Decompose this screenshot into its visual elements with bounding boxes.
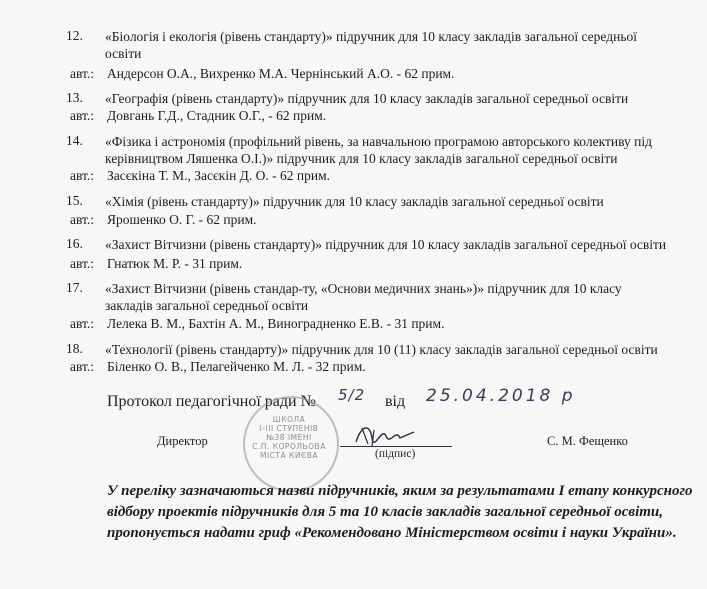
protocol-label: Протокол педагогічної ради №	[107, 393, 316, 410]
item-number: 12.	[66, 28, 83, 43]
stamp-line: С.П. КОРОЛЬОВА	[252, 442, 326, 451]
item-author: Довгань Г.Д., Стадник О.Г., - 62 прим.	[107, 108, 327, 123]
author-label: авт.:	[70, 168, 95, 183]
footnote: У переліку зазначаються назви підручників, яким за результатами I етапу конкурсного відбору проектів підручників для 5 та 10 класів закладів загальної середньої освіти, пропонується надати гриф «Рекомендовано Міністерством освіти і науки України».	[107, 483, 693, 541]
signature-icon	[352, 420, 422, 450]
item-author: Засєкіна Т. М., Засєкін Д. О. - 62 прим.	[107, 168, 330, 183]
item-number: 14.	[66, 133, 83, 148]
signature-caption: (підпис)	[375, 448, 416, 460]
item-number: 16.	[66, 236, 83, 251]
item-number: 17.	[66, 280, 83, 295]
item-author: Андерсон О.А., Вихренко М.А. Чернінський А.О. - 62 прим.	[107, 66, 455, 81]
item-number: 15.	[66, 193, 83, 208]
director-label: Директор	[157, 434, 208, 448]
item-number: 18.	[66, 341, 83, 356]
author-label: авт.:	[70, 108, 95, 123]
item-title: «Захист Вітчизни (рівень стандар-ту, «Основи медичних знань»)» підручник для 10 класу	[105, 281, 622, 296]
author-label: авт.:	[70, 256, 95, 271]
item-title: «Технології (рівень стандарту)» підручник для 10 (11) класу закладів загальної середньої освіти	[105, 342, 658, 357]
item-title: «Біологія і екологія (рівень стандарту)» підручник для 10 класу закладів загальної середньої	[105, 29, 637, 44]
item-title-cont: закладів загальної середньої освіти	[105, 298, 309, 313]
stamp-line: ШКОЛА	[272, 415, 306, 424]
item-author: Лелека В. М., Бахтін А. М., Виноградненко Е.В. - 31 прим.	[107, 316, 445, 331]
item-author: Ярошенко О. Г. - 62 прим.	[107, 212, 257, 227]
protocol-date: 25.04.2018 р	[426, 386, 576, 406]
item-title: «Захист Вітчизни (рівень стандарту)» підручник для 10 класу закладів загальної середньої освіти	[105, 237, 667, 252]
item-author: Гнатюк М. Р. - 31 прим.	[107, 256, 243, 271]
protocol-from-label: від	[385, 393, 406, 410]
item-title-cont: керівництвом Ляшенка О.І.)» підручник для 10 класу закладів загальної середньої освіти	[105, 151, 618, 166]
item-title: «Фізика і астрономія (профільний рівень, за навчальною програмою авторського колективу під	[105, 134, 652, 149]
protocol-number: 5/2	[338, 386, 366, 404]
item-author: Біленко О. В., Пелагейченко М. Л. - 32 прим.	[107, 359, 366, 374]
author-label: авт.:	[70, 359, 95, 374]
author-label: авт.:	[70, 66, 95, 81]
item-title-cont: освіти	[105, 46, 142, 61]
item-title: «Хімія (рівень стандарту)» підручник для 10 класу закладів загальної середньої освіти	[105, 194, 604, 209]
stamp-line: №38 ІМЕНІ	[266, 433, 312, 442]
item-number: 13.	[66, 90, 83, 105]
author-label: авт.:	[70, 316, 95, 331]
author-label: авт.:	[70, 212, 95, 227]
item-title: «Географія (рівень стандарту)» підручник для 10 класу закладів загальної середньої освіти	[105, 91, 629, 106]
stamp-line: І-ІІІ СТУПЕНІВ	[259, 424, 319, 433]
stamp-line: МІСТА КИЄВА	[260, 451, 318, 460]
director-name: С. М. Фещенко	[547, 434, 628, 448]
